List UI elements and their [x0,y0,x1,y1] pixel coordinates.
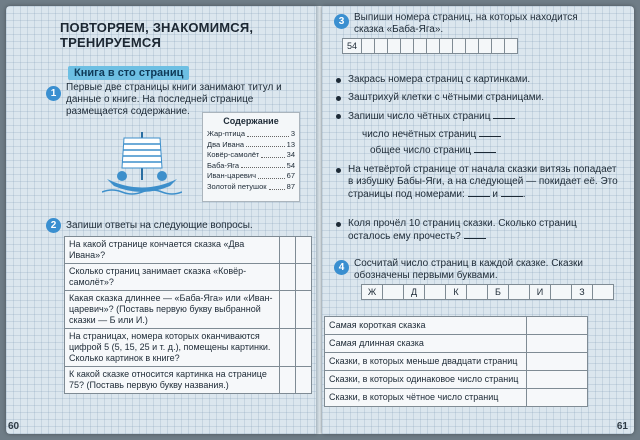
page-number-cell[interactable] [452,38,466,54]
page-title: ПОВТОРЯЕМ, ЗНАКОМИМСЯ, ТРЕНИРУЕМСЯ [60,20,254,50]
page-number-cell[interactable] [465,38,479,54]
page-number-cell[interactable] [400,38,414,54]
answer-blank[interactable] [501,188,523,197]
count-cell[interactable] [508,284,530,300]
table-row [325,353,588,371]
toc-row: Баба-Яга 54 [207,160,295,170]
answer-cell[interactable] [527,317,588,335]
question-cell: На страницах, номера которых оканчиваются цифрой 5 (5, 15, 25 и т. д.), помещены картинки. Сколько картинок в книге? [65,329,280,367]
table-row [65,367,312,394]
right-page [322,6,634,434]
answer-cell[interactable] [527,335,588,353]
result-label: Сказки, в которых одинаковое число страниц [325,371,527,389]
answer-cell[interactable] [527,389,588,407]
task3-bullet-1: Закрась номера страниц с картинками. [348,74,531,85]
task4-text: Сосчитай число страниц в каждой сказке. Сказки обозначены первыми буквами. [354,258,584,281]
count-cell[interactable] [592,284,614,300]
answer-blank[interactable] [493,110,515,119]
table-of-contents [202,112,300,202]
page-number-cell[interactable] [426,38,440,54]
page-number-cell[interactable] [439,38,453,54]
answer-cell[interactable] [280,291,296,329]
page-number: 61 [616,421,628,432]
page-number-cell[interactable] [361,38,375,54]
task-number-1: 1 [46,86,61,101]
count-cell[interactable] [382,284,404,300]
task3-bullet-3: Запиши число чётных страниц [348,110,618,123]
results-table [324,316,588,407]
table-row [65,291,312,329]
question-cell: Какая сказка длиннее — «Баба-Яга» или «Иван-царевич»? (Поставь первую букву выбранной сказки — Б или И.) [65,291,280,329]
page-number-cell[interactable] [413,38,427,54]
bullet [336,78,341,83]
page-number-cell[interactable] [491,38,505,54]
letter-cell: З [571,284,593,300]
answer-cell[interactable] [280,367,296,394]
answer-cell[interactable] [296,237,312,264]
answer-blank[interactable] [479,128,501,137]
questions-table [64,236,312,394]
result-label: Самая короткая сказка [325,317,527,335]
answer-blank[interactable] [468,188,490,197]
answer-cell[interactable] [296,367,312,394]
page-numbers-grid [343,38,518,54]
story-letters-row [362,284,614,300]
task3-bullet-4: На четвёртой странице от начала сказки витязь попадает в избушку Бабы-Яги, а на следующей — покидает её. Это страницы под номерами: и . [348,164,618,200]
toc-row: Иван-царевич 67 [207,171,295,181]
task-number-2: 2 [46,218,61,233]
question-cell: Сколько страниц занимает сказка «Ковёр-самолёт»? [65,264,280,291]
result-label: Самая длинная сказка [325,335,527,353]
section-heading: Книга в сто страниц [68,66,189,80]
task3-text: Выпиши номера страниц, на которых находится сказка «Баба-Яга». [354,12,578,35]
table-row [65,237,312,264]
letter-cell: И [529,284,551,300]
answer-cell[interactable] [527,371,588,389]
task1-text: Первые две страницы книги занимают титул и данные о книге. На последней странице размещается содержание. [66,82,282,117]
page-number-cell[interactable] [374,38,388,54]
toc-title: Содержание [223,116,279,126]
result-label: Сказки, в которых чётное число страниц [325,389,527,407]
table-row [325,335,588,353]
letter-cell: Д [403,284,425,300]
left-page [6,6,318,434]
letter-cell: Б [487,284,509,300]
toc-row: Жар-птица 3 [207,129,295,138]
toc-row: Золотой петушок 87 [207,181,295,191]
answer-blank[interactable] [474,144,496,153]
letter-cell: Ж [361,284,383,300]
count-cell[interactable] [424,284,446,300]
total-pages-line: общее число страниц [370,144,610,157]
table-row [325,317,588,335]
question-cell: На какой странице кончается сказка «Два Ивана»? [65,237,280,264]
answer-cell[interactable] [280,237,296,264]
answer-blank[interactable] [464,230,486,239]
toc-row: Два Ивана 13 [207,139,295,149]
question-cell: К какой сказке относится картинка на странице 75? (Поставь первую букву названия.) [65,367,280,394]
answer-cell[interactable] [296,291,312,329]
page-number-cell[interactable]: 54 [342,38,362,54]
page-number-cell[interactable] [478,38,492,54]
answer-cell[interactable] [296,264,312,291]
task3-bullet-2: Заштрихуй клетки с чётными страницами. [348,92,545,103]
bullet [336,114,341,119]
task2-text: Запиши ответы на следующие вопросы. [66,220,253,231]
count-cell[interactable] [550,284,572,300]
toc-row: Ковёр-самолёт 34 [207,150,295,160]
bullet [336,222,341,227]
letter-cell: К [445,284,467,300]
answer-cell[interactable] [527,353,588,371]
answer-cell[interactable] [296,329,312,367]
odd-pages-line: число нечётных страниц [362,128,612,141]
table-row [325,389,588,407]
table-row [65,264,312,291]
task-number-4: 4 [334,260,349,275]
page-number: 60 [8,421,20,432]
answer-cell[interactable] [280,329,296,367]
page-number-cell[interactable] [504,38,518,54]
result-label: Сказки, в которых меньше двадцати страниц [325,353,527,371]
page-number-cell[interactable] [387,38,401,54]
bullet [336,168,341,173]
task-number-3: 3 [334,14,349,29]
ship-illustration [102,124,182,204]
answer-cell[interactable] [280,264,296,291]
table-row [65,329,312,367]
bullet [336,96,341,101]
table-row [325,371,588,389]
count-cell[interactable] [466,284,488,300]
task3-bullet-5: Коля прочёл 10 страниц сказки. Сколько страниц осталось ему прочесть? [348,218,577,242]
